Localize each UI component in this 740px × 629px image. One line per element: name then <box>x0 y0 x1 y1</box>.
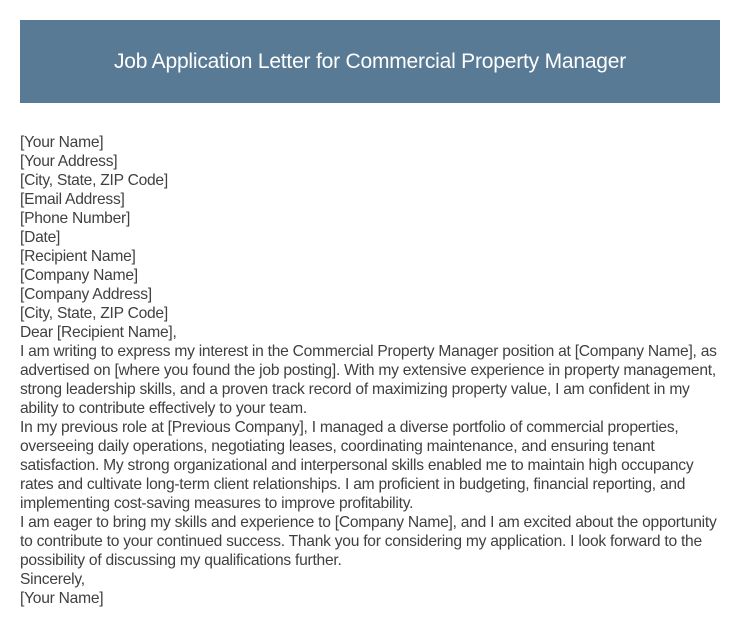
paragraph-intro: I am writing to express my interest in the Commercial Property Manager position at [Company Name], as advertised on [where you found the job posting]. With my extensive experience in property management, strong leadership skills, and a proven track record of maximizing property value, I am confident in my ability to contribute effectively to your team. <box>20 343 717 417</box>
sender-phone: [Phone Number] <box>20 210 131 227</box>
recipient-company-address: [Company Address] <box>20 286 152 303</box>
recipient-company: [Company Name] <box>20 267 138 284</box>
letter-date: [Date] <box>20 229 61 246</box>
page-title: Job Application Letter for Commercial Property Manager <box>113 49 627 73</box>
signature: [Your Name] <box>20 590 104 607</box>
recipient-name: [Recipient Name] <box>20 248 136 265</box>
paragraph-closing: I am eager to bring my skills and experience to [Company Name], and I am excited about the opportunity to contribute to your continued success. Thank you for considering my application. I look forward to the possibility of discussing my qualifications further. <box>20 514 717 569</box>
sender-city-state-zip: [City, State, ZIP Code] <box>20 172 168 189</box>
letter-body <box>20 133 725 608</box>
recipient-city-state-zip: [City, State, ZIP Code] <box>20 305 168 322</box>
sender-email: [Email Address] <box>20 191 125 208</box>
salutation: Dear [Recipient Name], <box>20 324 177 341</box>
closing: Sincerely, <box>20 571 85 588</box>
title-banner <box>20 20 720 103</box>
sender-address: [Your Address] <box>20 153 118 170</box>
sender-name: [Your Name] <box>20 134 104 151</box>
paragraph-experience: In my previous role at [Previous Company], I managed a diverse portfolio of commercial properties, overseeing daily operations, negotiating leases, coordinating maintenance, and ensuring tenant satisfaction. My strong organizational and interpersonal skills enabled me to maintain high occupancy rates and cultivate long-term client relationships. I am proficient in budgeting, financial reporting, and implementing cost-saving measures to improve profitability. <box>20 419 694 512</box>
